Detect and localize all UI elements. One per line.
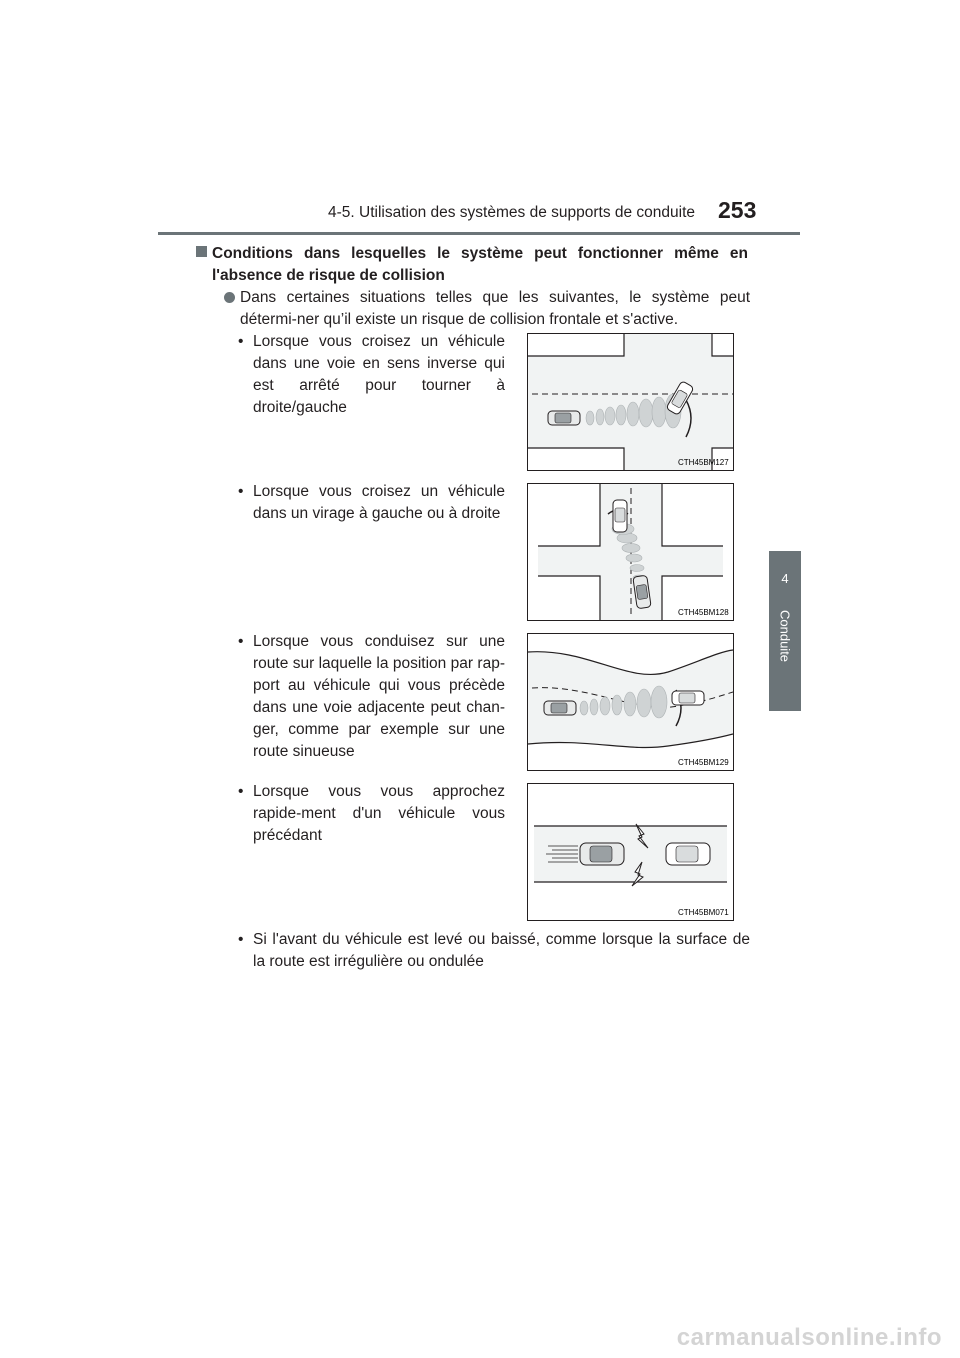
watermark-text: carmanualsonline.info	[676, 1324, 942, 1351]
section-heading: Conditions dans lesquelles le système peut fonctionner même en l'absence de risque de collision	[212, 245, 748, 284]
winding-road-illustration	[528, 634, 733, 770]
rapid-approach-illustration	[528, 784, 733, 920]
item-text-rapid-approach: Lorsque vous vous approchez rapide-ment d'un véhicule vous précédant	[253, 783, 505, 844]
item-bullet: •	[238, 483, 244, 500]
intro-paragraph: Dans certaines situations telles que les suivantes, le système peut détermi-ner qu’il existe un risque de collision frontale et s'active.	[240, 289, 750, 328]
item-text-oncoming-turning: Lorsque vous croisez un véhicule dans une voie en sens inverse qui est arrêté pour tourner à droite/gauche	[253, 333, 505, 416]
item-bullet: •	[238, 931, 244, 948]
item-text-uneven-road: Si l'avant du véhicule est levé ou baissé, comme lorsque la surface de la route est irrégulière ou ondulée	[253, 931, 750, 970]
figure-oncoming-turning	[527, 333, 734, 471]
preceding-car-icon	[666, 843, 710, 865]
figure-code: CTH45BM128	[678, 608, 729, 617]
own-car-icon	[544, 701, 576, 715]
item-text-winding-road: Lorsque vous conduisez sur une route sur laquelle la position par rap-port au véhicule qui vous précède dans une voie adjacente peut chan-ger, comme par exemple sur une route sinueuse	[253, 633, 505, 760]
figure-winding-road	[527, 633, 734, 771]
preceding-car-icon	[672, 691, 704, 705]
square-bullet-icon	[196, 246, 207, 257]
page-number: 253	[718, 197, 757, 223]
item-text-curve: Lorsque vous croisez un véhicule dans un virage à gauche ou à droite	[253, 483, 505, 522]
running-header: 4-5. Utilisation des systèmes de supports de conduite	[328, 204, 696, 221]
figure-code: CTH45BM071	[678, 908, 729, 917]
item-bullet: •	[238, 783, 244, 800]
figure-curve-crossing	[527, 483, 734, 621]
chapter-tab-number: 4	[781, 571, 789, 586]
figure-code: CTH45BM129	[678, 758, 729, 767]
item-bullet: •	[238, 333, 244, 350]
chapter-tab-label: Conduite	[777, 610, 793, 663]
item-bullet: •	[238, 633, 244, 650]
oncoming-car-icon	[613, 500, 627, 532]
figure-rapid-approach	[527, 783, 734, 921]
header-rule	[158, 232, 800, 235]
watermark	[0, 1318, 960, 1358]
own-car-icon	[548, 411, 580, 425]
intersection-oncoming-illustration	[528, 334, 733, 470]
intersection-curve-illustration	[528, 484, 733, 620]
figure-code: CTH45BM127	[678, 458, 729, 467]
own-car-icon	[580, 843, 624, 865]
circle-bullet-icon	[224, 292, 235, 303]
